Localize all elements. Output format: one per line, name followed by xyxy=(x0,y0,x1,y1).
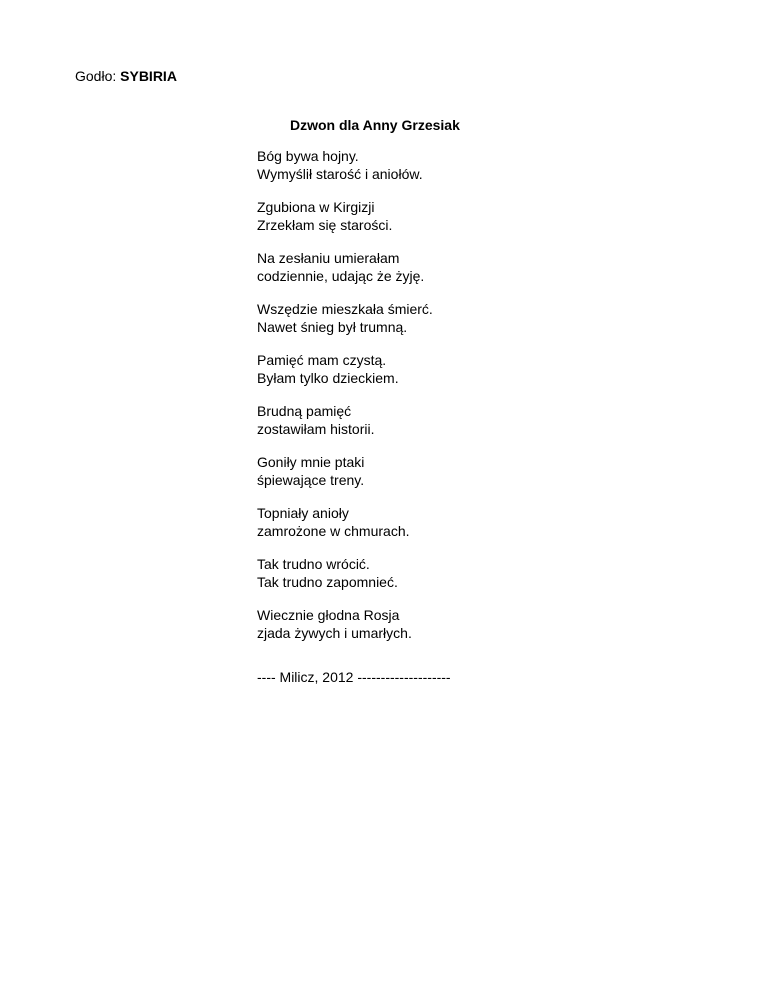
poem-line: Byłam tylko dzieckiem. xyxy=(257,370,399,386)
stanza xyxy=(257,453,677,489)
poem-line: Wymyślił starość i aniołów. xyxy=(257,166,423,182)
poem-line: Na zesłaniu umierałam xyxy=(257,250,400,266)
stanza xyxy=(257,300,677,336)
stanza xyxy=(257,351,677,387)
signature-line: ---- Milicz, 2012 -------------------- xyxy=(257,669,451,685)
poem-line: Pamięć mam czystą. xyxy=(257,352,387,368)
poem-line: zostawiłam historii. xyxy=(257,421,375,437)
stanza xyxy=(257,147,677,183)
stanza xyxy=(257,249,677,285)
poem-title: Dzwon dla Anny Grzesiak xyxy=(290,117,460,133)
poem-line: zamrożone w chmurach. xyxy=(257,523,410,539)
poem-line: Tak trudno zapomnieć. xyxy=(257,574,398,590)
stanza xyxy=(257,504,677,540)
stanza xyxy=(257,402,677,438)
poem-line: Bóg bywa hojny. xyxy=(257,148,359,164)
poem-body xyxy=(257,147,677,657)
poem-line: zjada żywych i umarłych. xyxy=(257,625,412,641)
poem-line: Tak trudno wrócić. xyxy=(257,556,370,572)
poem-line: Zrzekłam się starości. xyxy=(257,217,393,233)
stanza xyxy=(257,555,677,591)
motto-label: Godło: xyxy=(75,68,117,84)
poem-line: śpiewające treny. xyxy=(257,472,365,488)
poem-line: Nawet śnieg był trumną. xyxy=(257,319,408,335)
poem-line: Wszędzie mieszkała śmierć. xyxy=(257,301,433,317)
poem-line: Topniały anioły xyxy=(257,505,349,521)
stanza xyxy=(257,198,677,234)
stanza xyxy=(257,606,677,642)
poem-line: Wiecznie głodna Rosja xyxy=(257,607,400,623)
motto xyxy=(75,67,177,85)
motto-value: SYBIRIA xyxy=(120,68,177,84)
poem-line: Brudną pamięć xyxy=(257,403,352,419)
poem-line: Goniły mnie ptaki xyxy=(257,454,365,470)
poem-line: Zgubiona w Kirgizji xyxy=(257,199,375,215)
poem-line: codziennie, udając że żyję. xyxy=(257,268,425,284)
